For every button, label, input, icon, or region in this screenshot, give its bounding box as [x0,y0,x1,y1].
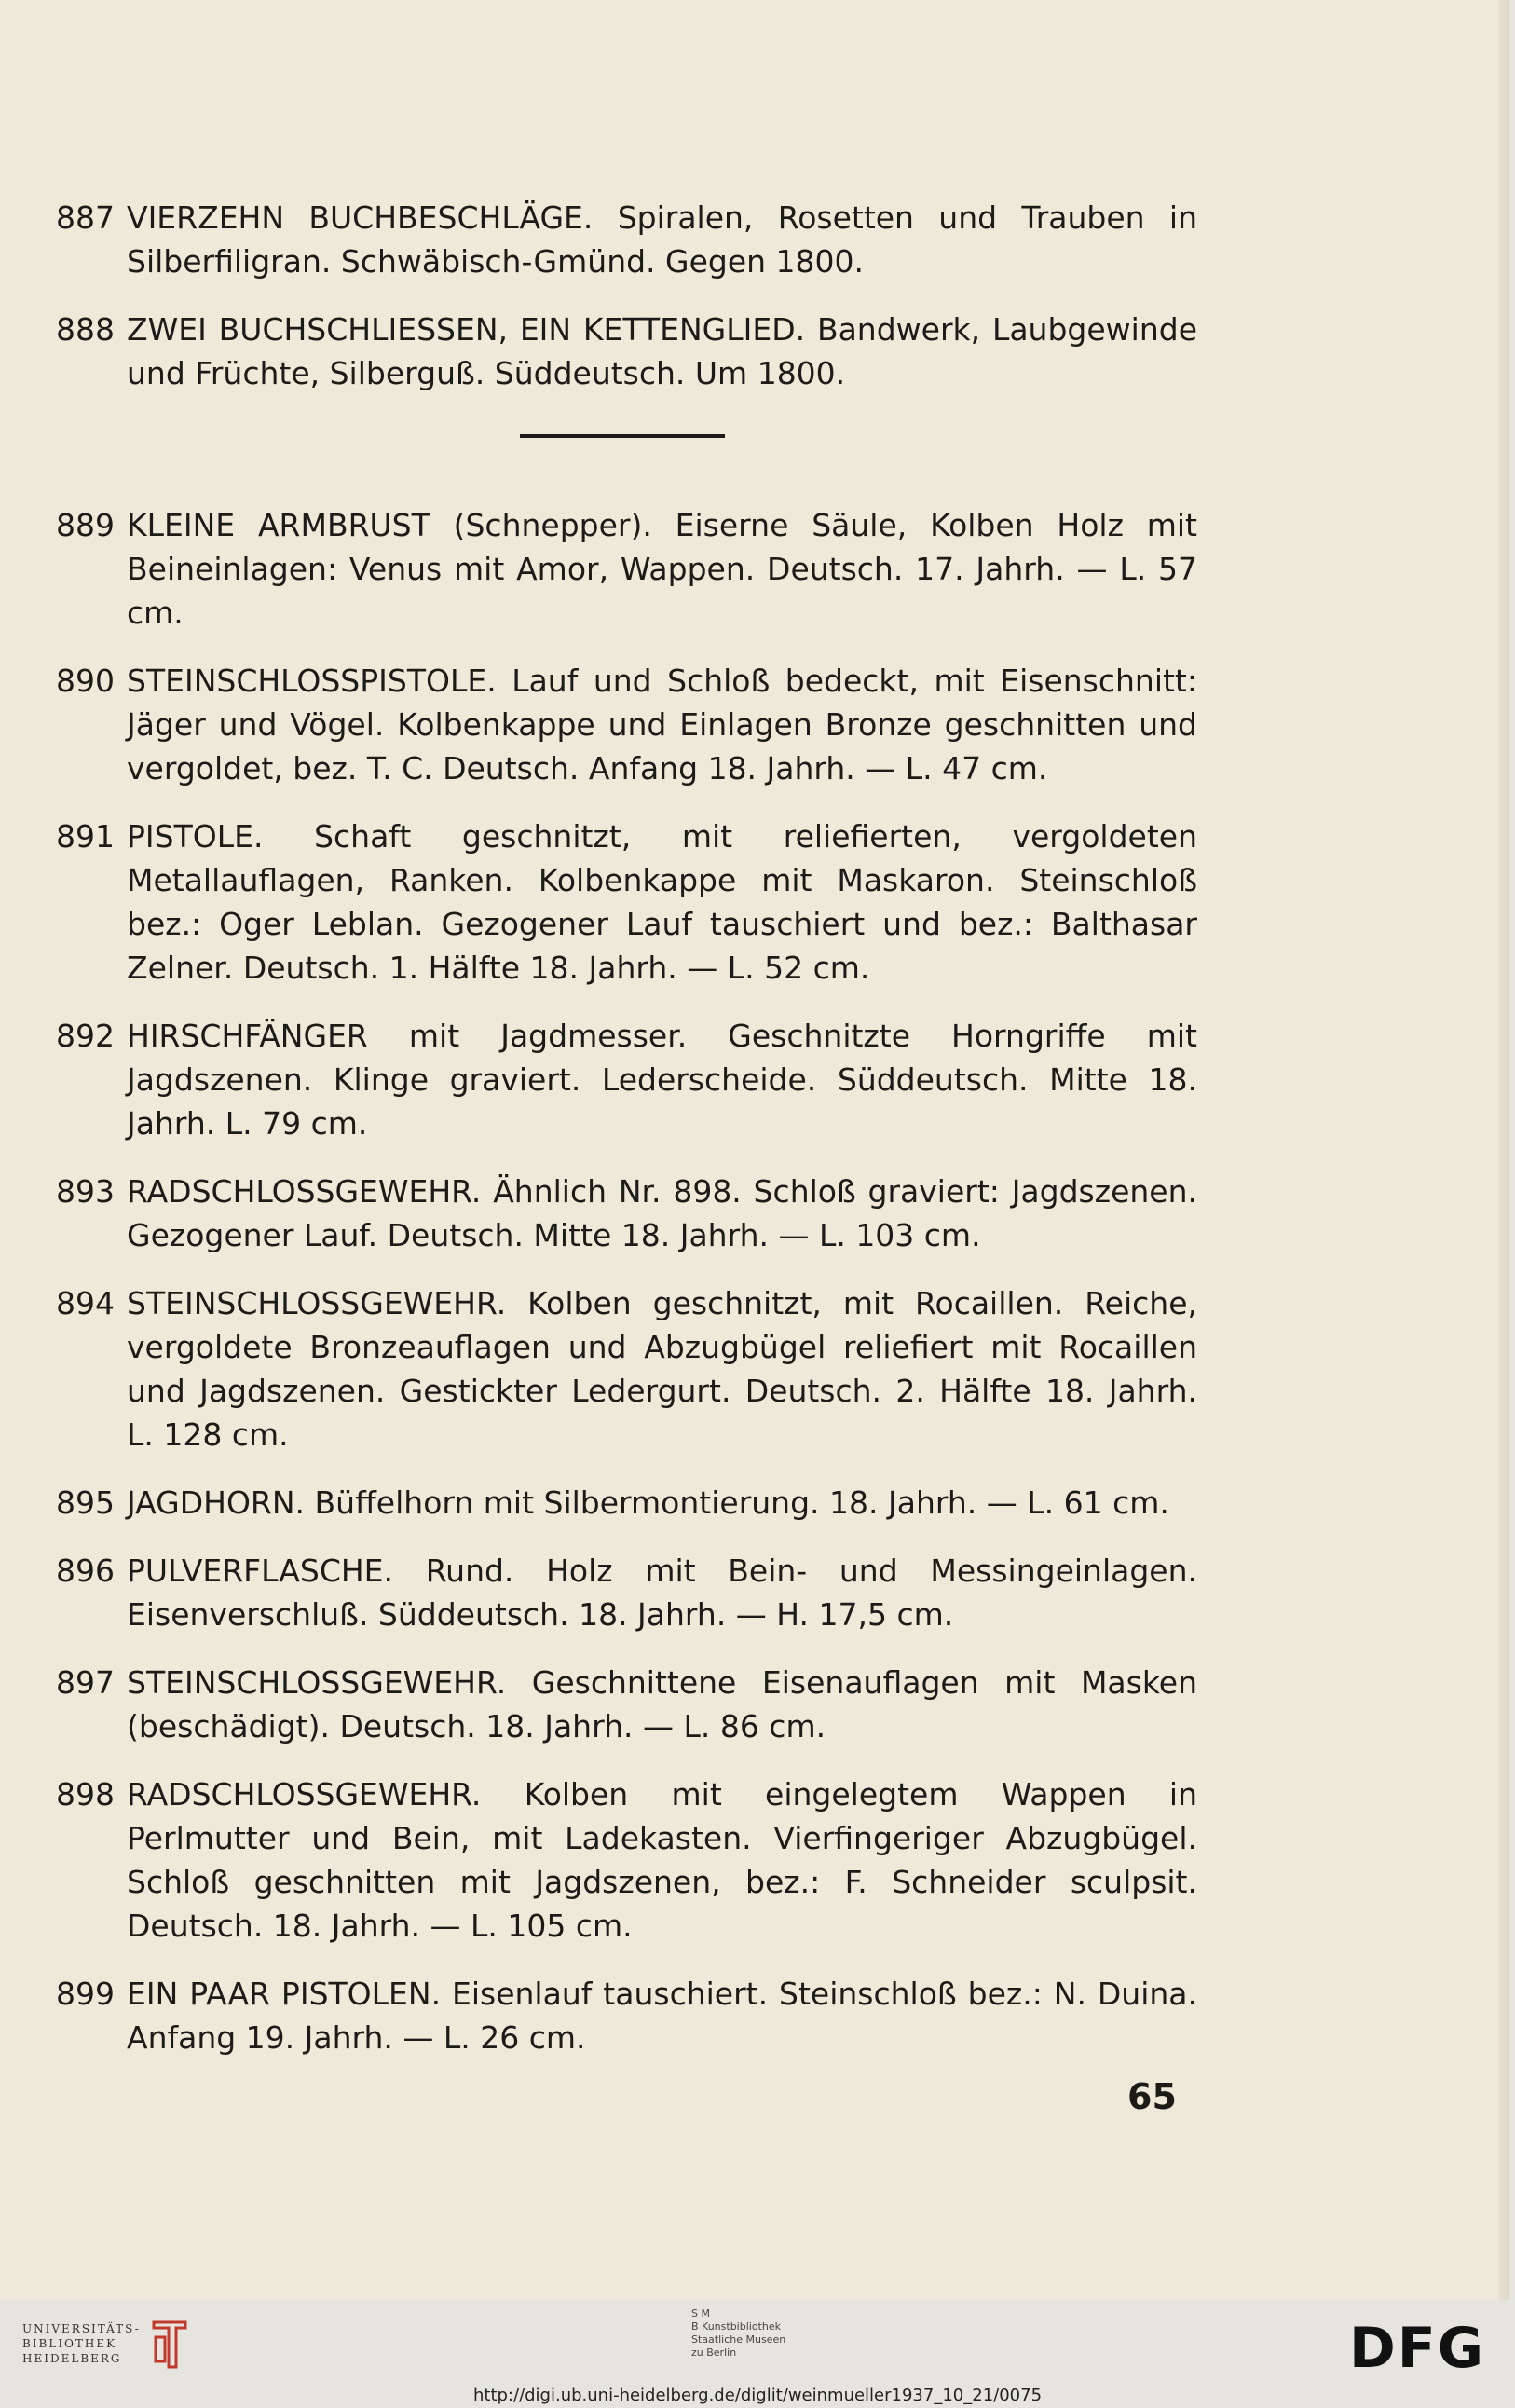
entry-number: 898 [56,1776,115,1813]
entry-number: 893 [56,1173,115,1210]
entry-number: 888 [56,311,115,348]
entry-description: HIRSCHFÄNGER mit Jagdmesser. Geschnitzte Horngriffe mit Jagdszenen. Klinge graviert. Lederscheide. Süddeutsch. Mitte 18. Jahrh. L. 79 cm. [127,1018,1197,1142]
catalog-entry [56,1281,1197,1457]
catalog-entry [56,308,1197,395]
sm-kunstbibliothek-mark: S M B Kunstbibliothek Staatliche Museen zu Berlin [691,2307,786,2359]
entry-number: 890 [56,663,115,699]
catalog-entry [56,1014,1197,1145]
page-number: 65 [1127,2076,1177,2117]
entry-description: STEINSCHLOSSGEWEHR. Kolben geschnitzt, mit Rocaillen. Reiche, vergoldete Bronzeauflagen und Abzugbügel reliefiert mit Rocaillen und Jagdszenen. Gestickter Ledergurt. Deutsch. 2. Hälfte 18. Jahrh. L. 128 cm. [127,1285,1197,1453]
catalog-entry [56,503,1197,635]
entry-number: 896 [56,1553,115,1589]
university-emblem-icon [148,2315,191,2373]
entry-description: RADSCHLOSSGEWEHR. Ähnlich Nr. 898. Schloß graviert: Jagdszenen. Gezogener Lauf. Deutsch. Mitte 18. Jahrh. — L. 103 cm. [127,1173,1197,1253]
catalog-entry [56,1170,1197,1257]
entry-description: EIN PAAR PISTOLEN. Eisenlauf tauschiert. Steinschloß bez.: N. Duina. Anfang 19. Jahrh. — L. 26 cm. [127,1976,1197,2056]
entries-top-group [56,196,1197,395]
page-edge [1498,0,1509,2300]
catalog-entry [56,1481,1197,1525]
university-logo [22,2315,191,2373]
entry-description: RADSCHLOSSGEWEHR. Kolben mit eingelegtem Wappen in Perlmutter und Bein, mit Ladekasten. Vierfingeriger Abzugbügel. Schloß geschnitten mit Jagdszenen, bez.: F. Schneider sculpsit. Deutsch. 18. Jahrh. — L. 105 cm. [127,1776,1197,1944]
dfg-logo: DFG [1349,2316,1486,2381]
catalog-entries [56,196,1197,2084]
entry-number: 887 [56,199,115,236]
entry-description: ZWEI BUCHSCHLIESSEN, EIN KETTENGLIED. Bandwerk, Laubgewinde und Früchte, Silberguß. Süddeutsch. Um 1800. [127,311,1197,391]
catalog-entry [56,196,1197,283]
section-divider [520,434,725,438]
entry-number: 894 [56,1285,115,1321]
entry-number: 889 [56,507,115,543]
entry-number: 895 [56,1484,115,1521]
entry-description: KLEINE ARMBRUST (Schnepper). Eiserne Säule, Kolben Holz mit Beineinlagen: Venus mit Amor, Wappen. Deutsch. 17. Jahrh. — L. 57 cm. [127,507,1197,631]
catalog-entry [56,1549,1197,1636]
entries-main-group [56,503,1197,2059]
catalog-entry [56,1972,1197,2059]
entry-description: STEINSCHLOSSPISTOLE. Lauf und Schloß bedeckt, mit Eisenschnitt: Jäger und Vögel. Kolbenkappe und Einlagen Bronze geschnitten und vergoldet, bez. T. C. Deutsch. Anfang 18. Jahrh. — L. 47 cm. [127,663,1197,787]
catalog-entry [56,1772,1197,1948]
entry-description: JAGDHORN. Büffelhorn mit Silbermontierung. 18. Jahrh. — L. 61 cm. [127,1484,1169,1521]
entry-description: VIERZEHN BUCHBESCHLÄGE. Spiralen, Rosetten und Trauben in Silberfiligran. Schwäbisch-Gmünd. Gegen 1800. [127,199,1197,280]
catalog-entry [56,814,1197,990]
entry-description: PISTOLE. Schaft geschnitzt, mit reliefierten, vergoldeten Metallauflagen, Ranken. Kolbenkappe mit Maskaron. Steinschloß bez.: Oger Leblan. Gezogener Lauf tauschiert und bez.: Balthasar Zelner. Deutsch. 1. Hälfte 18. Jahrh. — L. 52 cm. [127,818,1197,986]
entry-number: 897 [56,1664,115,1701]
entry-description: STEINSCHLOSSGEWEHR. Geschnittene Eisenauflagen mit Masken (beschädigt). Deutsch. 18. Jahrh. — L. 86 cm. [127,1664,1197,1744]
catalog-entry [56,1661,1197,1748]
entry-number: 892 [56,1018,115,1054]
source-url[interactable]: http://digi.ub.uni-heidelberg.de/diglit/weinmueller1937_10_21/0075 [472,2386,1043,2405]
entry-number: 891 [56,818,115,855]
entry-number: 899 [56,1976,115,2012]
entry-description: PULVERFLASCHE. Rund. Holz mit Bein- und Messingeinlagen. Eisenverschluß. Süddeutsch. 18. Jahrh. — H. 17,5 cm. [127,1553,1197,1633]
university-name: UNIVERSITÄTS- BIBLIOTHEK HEIDELBERG [22,2322,141,2365]
catalog-entry [56,659,1197,790]
viewer-footer [0,2300,1515,2408]
